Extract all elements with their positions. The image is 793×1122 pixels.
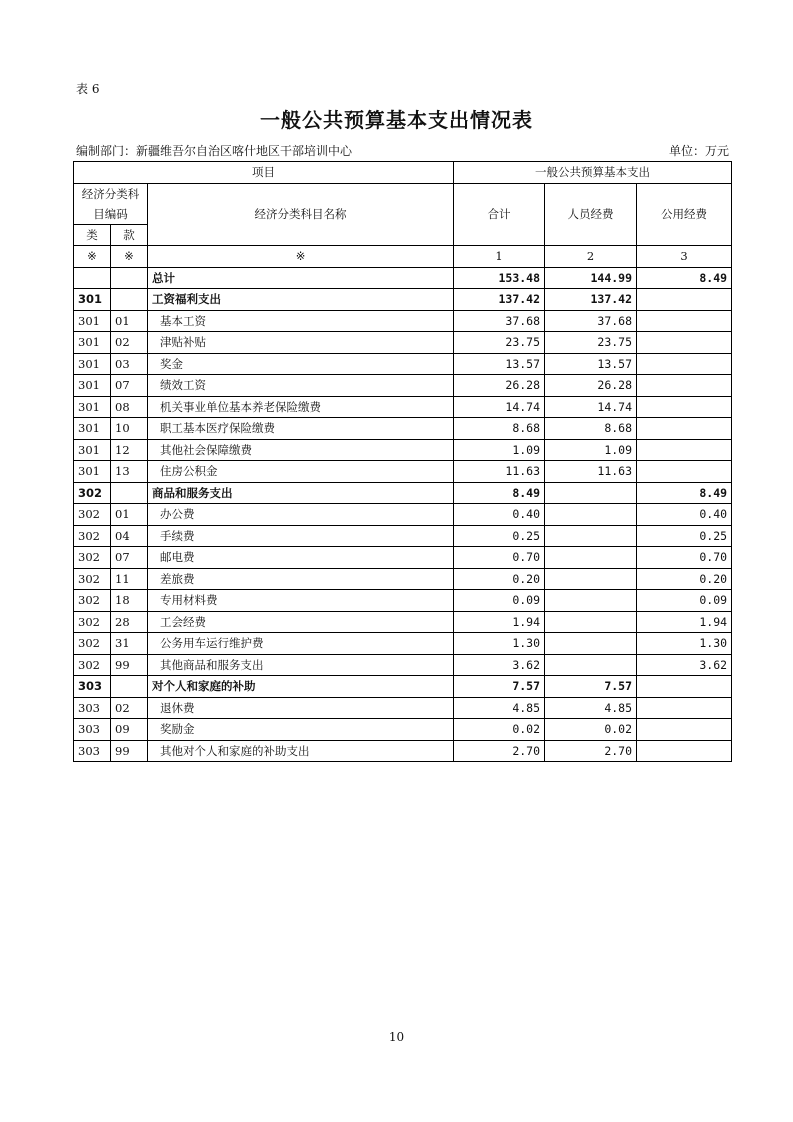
kuan-cell: 11: [111, 568, 148, 590]
personnel-cell: 37.68: [545, 310, 637, 332]
kuan-cell: 01: [111, 504, 148, 526]
public-cell: 1.30: [637, 633, 732, 655]
item-name: 津贴补贴: [148, 332, 454, 354]
total-cell: 2.70: [454, 740, 545, 762]
public-cell: [637, 439, 732, 461]
total-cell: 3.62: [454, 654, 545, 676]
table-row: [74, 633, 732, 655]
item-name: 其他商品和服务支出: [148, 654, 454, 676]
personnel-cell: [545, 482, 637, 504]
total-cell: 1.09: [454, 439, 545, 461]
table-row: [74, 568, 732, 590]
public-cell: [637, 740, 732, 762]
public-cell: [637, 697, 732, 719]
public-cell: [637, 461, 732, 483]
category-name: 工资福利支出: [148, 289, 454, 311]
personnel-cell: 4.85: [545, 697, 637, 719]
item-name: 工会经费: [148, 611, 454, 633]
total-cell: 0.70: [454, 547, 545, 569]
personnel-cell: 0.02: [545, 719, 637, 741]
column-index-3: 3: [637, 246, 732, 268]
mark-cell: ※: [111, 246, 148, 268]
page-title: 一般公共预算基本支出情况表: [260, 108, 533, 132]
kuan-cell: 13: [111, 461, 148, 483]
lei-cell: 302: [74, 568, 111, 590]
personnel-cell: [545, 525, 637, 547]
personnel-cell: 137.42: [545, 289, 637, 311]
personnel-cell: [545, 547, 637, 569]
lei-cell: 303: [74, 676, 111, 698]
kuan-cell: 18: [111, 590, 148, 612]
kuan-cell: [111, 676, 148, 698]
table-row: [74, 504, 732, 526]
item-name: 公务用车运行维护费: [148, 633, 454, 655]
total-cell: 37.68: [454, 310, 545, 332]
total-cell: 0.20: [454, 568, 545, 590]
kuan-cell: [111, 267, 148, 289]
grand-total-label: 总计: [148, 267, 454, 289]
kuan-cell: 07: [111, 375, 148, 397]
total-cell: 23.75: [454, 332, 545, 354]
lei-cell: 301: [74, 461, 111, 483]
public-cell: [637, 396, 732, 418]
table-row: [74, 740, 732, 762]
table-body: [74, 267, 732, 762]
lei-cell: 301: [74, 353, 111, 375]
grand-total-row: [74, 267, 732, 289]
total-cell: 1.94: [454, 611, 545, 633]
total-cell: 0.02: [454, 719, 545, 741]
table-row: [74, 461, 732, 483]
public-cell: 0.20: [637, 568, 732, 590]
personnel-cell: 7.57: [545, 676, 637, 698]
lei-cell: 302: [74, 633, 111, 655]
project-header: 项目: [74, 162, 454, 184]
total-cell: 4.85: [454, 697, 545, 719]
econ-code-header-line2: 目编码: [93, 206, 128, 221]
item-name: 职工基本医疗保险缴费: [148, 418, 454, 440]
kuan-cell: 31: [111, 633, 148, 655]
table-row: [74, 525, 732, 547]
lei-cell: 302: [74, 547, 111, 569]
mark-cell: ※: [74, 246, 111, 268]
personnel-cell: [545, 611, 637, 633]
expenditure-table: [73, 161, 732, 762]
public-cell: 3.62: [637, 654, 732, 676]
table-row: [74, 375, 732, 397]
public-cell: 0.40: [637, 504, 732, 526]
personnel-cell: 26.28: [545, 375, 637, 397]
econ-code-header-line1: 经济分类科: [81, 186, 140, 201]
kuan-cell: 07: [111, 547, 148, 569]
public-cell: [637, 719, 732, 741]
public-cell: [637, 353, 732, 375]
table-row: [74, 654, 732, 676]
header-row-4: [74, 246, 732, 268]
kuan-cell: 99: [111, 740, 148, 762]
public-cell: [637, 289, 732, 311]
kuan-cell: 08: [111, 396, 148, 418]
total-cell: 8.49: [454, 482, 545, 504]
personnel-cell: [545, 590, 637, 612]
lei-cell: 301: [74, 418, 111, 440]
item-name: 专用材料费: [148, 590, 454, 612]
category-name: 对个人和家庭的补助: [148, 676, 454, 698]
unit-label: 单位：万元: [668, 144, 729, 158]
category-row: [74, 482, 732, 504]
econ-code-header: [74, 183, 148, 224]
personnel-cell: 1.09: [545, 439, 637, 461]
lei-cell: 303: [74, 697, 111, 719]
item-name: 其他对个人和家庭的补助支出: [148, 740, 454, 762]
department-label: 编制部门：新疆维吾尔自治区喀什地区干部培训中心: [76, 144, 353, 158]
public-cell: 8.49: [637, 482, 732, 504]
lei-cell: 302: [74, 654, 111, 676]
public-cell: 1.94: [637, 611, 732, 633]
lei-cell: 302: [74, 504, 111, 526]
total-cell: 14.74: [454, 396, 545, 418]
lei-cell: 303: [74, 740, 111, 762]
personnel-cell: [545, 568, 637, 590]
kuan-cell: 28: [111, 611, 148, 633]
personnel-cell: 13.57: [545, 353, 637, 375]
personnel-cell: 23.75: [545, 332, 637, 354]
personnel-cell: 11.63: [545, 461, 637, 483]
personnel-cell: [545, 654, 637, 676]
table-row: [74, 697, 732, 719]
column-index-2: 2: [545, 246, 637, 268]
item-name: 退休费: [148, 697, 454, 719]
total-cell: 0.09: [454, 590, 545, 612]
mark-cell: ※: [148, 246, 454, 268]
table-row: [74, 418, 732, 440]
kuan-cell: 01: [111, 310, 148, 332]
public-cell: [637, 332, 732, 354]
category-row: [74, 676, 732, 698]
item-name: 差旅费: [148, 568, 454, 590]
lei-cell: 303: [74, 719, 111, 741]
header-row-2: [74, 183, 732, 224]
econ-name-header: 经济分类科目名称: [148, 183, 454, 246]
lei-cell: 301: [74, 439, 111, 461]
item-name: 机关事业单位基本养老保险缴费: [148, 396, 454, 418]
total-cell: 11.63: [454, 461, 545, 483]
grand-total-public: 8.49: [637, 267, 732, 289]
expenditure-header: 一般公共预算基本支出: [454, 162, 732, 184]
public-cell: 0.70: [637, 547, 732, 569]
table-row: [74, 611, 732, 633]
total-cell: 0.25: [454, 525, 545, 547]
item-name: 手续费: [148, 525, 454, 547]
total-cell: 137.42: [454, 289, 545, 311]
table-row: [74, 547, 732, 569]
item-name: 基本工资: [148, 310, 454, 332]
table-number-label: 表 6: [76, 82, 100, 96]
total-cell: 7.57: [454, 676, 545, 698]
column-index-1: 1: [454, 246, 545, 268]
kuan-header: 款: [111, 224, 148, 246]
category-name: 商品和服务支出: [148, 482, 454, 504]
table-row: [74, 353, 732, 375]
item-name: 住房公积金: [148, 461, 454, 483]
lei-cell: 302: [74, 525, 111, 547]
lei-cell: 301: [74, 332, 111, 354]
item-name: 办公费: [148, 504, 454, 526]
lei-cell: 302: [74, 590, 111, 612]
table-row: [74, 310, 732, 332]
total-cell: 26.28: [454, 375, 545, 397]
personnel-cell: [545, 633, 637, 655]
public-header: 公用经费: [637, 183, 732, 246]
personnel-cell: [545, 504, 637, 526]
item-name: 绩效工资: [148, 375, 454, 397]
item-name: 奖金: [148, 353, 454, 375]
item-name: 邮电费: [148, 547, 454, 569]
total-cell: 8.68: [454, 418, 545, 440]
table-row: [74, 719, 732, 741]
kuan-cell: 10: [111, 418, 148, 440]
lei-cell: 302: [74, 611, 111, 633]
kuan-cell: 09: [111, 719, 148, 741]
kuan-cell: [111, 289, 148, 311]
personnel-header: 人员经费: [545, 183, 637, 246]
lei-cell: 301: [74, 289, 111, 311]
public-cell: [637, 375, 732, 397]
personnel-cell: 8.68: [545, 418, 637, 440]
kuan-cell: [111, 482, 148, 504]
item-name: 其他社会保障缴费: [148, 439, 454, 461]
category-row: [74, 289, 732, 311]
lei-cell: 301: [74, 310, 111, 332]
kuan-cell: 02: [111, 697, 148, 719]
kuan-cell: 99: [111, 654, 148, 676]
personnel-cell: 2.70: [545, 740, 637, 762]
table-row: [74, 590, 732, 612]
lei-cell: 301: [74, 396, 111, 418]
header-row-1: [74, 162, 732, 184]
table-row: [74, 332, 732, 354]
kuan-cell: 04: [111, 525, 148, 547]
table-row: [74, 439, 732, 461]
kuan-cell: 03: [111, 353, 148, 375]
total-cell: 1.30: [454, 633, 545, 655]
grand-total-value: 153.48: [454, 267, 545, 289]
kuan-cell: 12: [111, 439, 148, 461]
lei-header: 类: [74, 224, 111, 246]
lei-cell: 301: [74, 375, 111, 397]
lei-cell: [74, 267, 111, 289]
public-cell: [637, 310, 732, 332]
public-cell: 0.25: [637, 525, 732, 547]
page-number: 10: [388, 1030, 405, 1044]
personnel-cell: 14.74: [545, 396, 637, 418]
grand-total-personnel: 144.99: [545, 267, 637, 289]
total-header: 合计: [454, 183, 545, 246]
kuan-cell: 02: [111, 332, 148, 354]
lei-cell: 302: [74, 482, 111, 504]
total-cell: 13.57: [454, 353, 545, 375]
total-cell: 0.40: [454, 504, 545, 526]
public-cell: [637, 676, 732, 698]
item-name: 奖励金: [148, 719, 454, 741]
public-cell: [637, 418, 732, 440]
table-row: [74, 396, 732, 418]
public-cell: 0.09: [637, 590, 732, 612]
